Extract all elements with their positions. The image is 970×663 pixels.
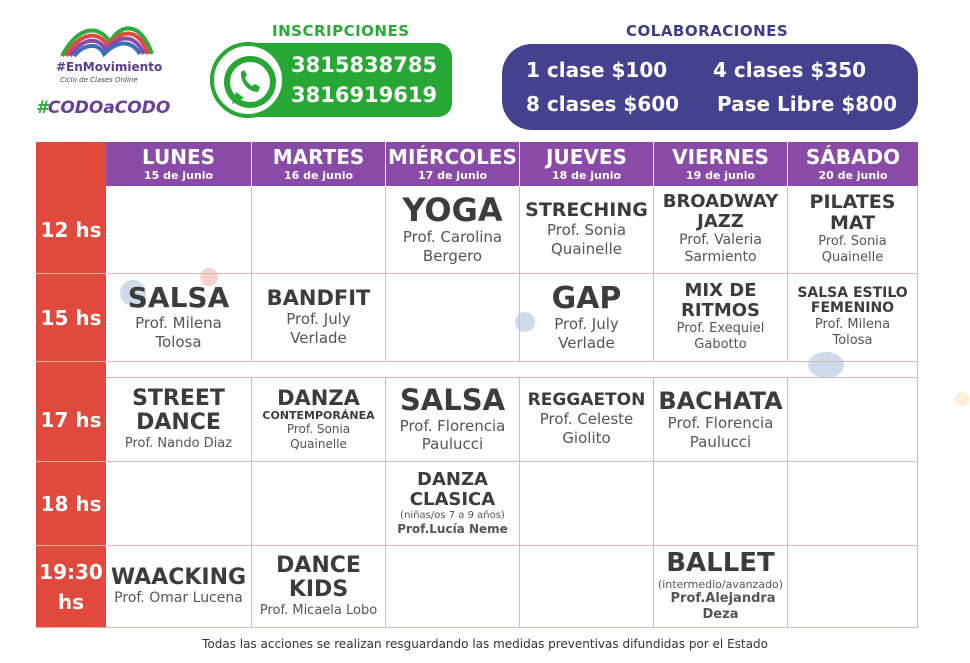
hour-label: 15 hs: [36, 274, 106, 362]
schedule-cell: [252, 274, 386, 362]
class-name: BALLET: [666, 548, 775, 579]
day-name: JUEVES: [546, 145, 627, 169]
class-name: BACHATA: [658, 386, 783, 415]
day-header-sabado: [788, 142, 918, 186]
hour-spacer: [36, 362, 106, 378]
class-professor: Prof. Florencia Paulucci: [667, 413, 774, 451]
class-professor: Prof. Milena Tolosa: [135, 314, 222, 351]
schedule-cell: [520, 274, 654, 362]
schedule-cell-empty: [788, 378, 918, 462]
hour-label: 19:30 hs: [36, 546, 106, 628]
schedule-cell: [386, 378, 520, 462]
class-professor: Prof. Carolina Bergero: [402, 228, 503, 266]
schedule-cell: [106, 378, 252, 462]
schedule-cell: [654, 378, 788, 462]
class-name: STRECHING: [525, 199, 648, 222]
background-dot: [955, 392, 969, 406]
class-professor: Prof.Alejandra Deza: [670, 591, 776, 623]
class-name: MIX DE RITMOS: [680, 280, 760, 322]
schedule-cell: [252, 546, 386, 628]
class-name: BANDFIT: [266, 286, 371, 311]
schedule-cell-empty: [520, 546, 654, 628]
day-name: LUNES: [141, 145, 216, 169]
class-name: DANZA: [277, 385, 360, 410]
schedule-cell: [386, 462, 520, 546]
codo-a-codo-logo: [36, 98, 170, 118]
class-name: SALSA ESTILO FEMENINO: [797, 284, 908, 317]
price-item: 8 clases $600: [526, 92, 680, 116]
logo-subtitle: Ciclo de Clases Online: [60, 76, 138, 84]
phone-number[interactable]: 3816919619: [291, 83, 438, 107]
schedule-cell: [386, 186, 520, 274]
class-name: DANCE KIDS: [276, 553, 361, 603]
class-professor: Prof. Valeria Sarmiento: [679, 231, 762, 266]
schedule-cell-empty: [520, 462, 654, 546]
class-name-line2: CONTEMPORÁNEA: [262, 409, 375, 422]
hour-label: 17 hs: [36, 378, 106, 462]
day-date: 20 de junio: [818, 169, 888, 182]
class-professor: Prof.Lucía Neme: [397, 521, 508, 536]
table-corner: [36, 142, 106, 186]
price-item: 4 clases $350: [713, 58, 867, 82]
schedule-cell: [654, 186, 788, 274]
schedule-cell: [788, 186, 918, 274]
schedule-table: [36, 142, 918, 628]
schedule-cell-empty: [654, 462, 788, 546]
codo-text: CODOaCODO: [47, 98, 171, 118]
class-name: SALSA: [127, 281, 230, 315]
schedule-cell: [654, 546, 788, 628]
schedule-cell-empty: [386, 546, 520, 628]
class-name: GAP: [551, 281, 622, 317]
day-header-martes: [252, 142, 386, 186]
whatsapp-icon: [210, 42, 286, 118]
phone-number[interactable]: 3815838785: [291, 53, 438, 77]
class-name: DANZA CLASICA: [409, 469, 496, 510]
class-name: WAACKING: [110, 564, 247, 590]
class-professor: Prof. Nando Diaz: [124, 435, 233, 451]
class-professor: Prof. Celeste Giolito: [539, 410, 634, 447]
schedule-cell: [106, 274, 252, 362]
class-name: BROADWAY JAZZ: [662, 191, 779, 232]
class-professor: Prof. Sonia Quainelle: [286, 422, 351, 452]
day-header-jueves: [520, 142, 654, 186]
schedule-cell-empty: [252, 186, 386, 274]
inscripciones-title: INSCRIPCIONES: [272, 22, 410, 40]
class-name: SALSA: [399, 382, 506, 417]
class-professor: Prof. July Verlade: [554, 315, 619, 352]
schedule-cell: [654, 274, 788, 362]
en-movimiento-logo: [36, 18, 176, 128]
schedule-cell-empty: [252, 462, 386, 546]
class-professor: Prof. Sonia Quainelle: [546, 221, 627, 258]
schedule-cell: [252, 378, 386, 462]
day-date: 19 de junio: [685, 169, 756, 182]
day-name: VIERNES: [672, 145, 769, 169]
class-note: (intermedio/avanzado): [657, 577, 784, 591]
price-item: Pase Libre $800: [717, 92, 898, 116]
class-note: (niñas/os 7 a 9 años): [400, 509, 505, 521]
schedule-cell-empty: [106, 462, 252, 546]
class-professor: Prof. Sonia Quainelle: [818, 234, 887, 266]
schedule-cell-empty: [788, 546, 918, 628]
schedule-cell-empty: [788, 462, 918, 546]
class-name: YOGA: [402, 191, 503, 230]
class-name: PILATES MAT: [809, 191, 896, 235]
class-professor: Prof. Micaela Lobo: [259, 602, 378, 618]
day-date: 18 de junio: [551, 169, 622, 182]
price-item: 1 clase $100: [526, 58, 668, 82]
logo-brand: #EnMovimiento: [56, 60, 163, 74]
footer-note: Todas las acciones se realizan resguardando las medidas preventivas difundidas por el Estado: [202, 637, 768, 651]
hour-label: 12 hs: [36, 186, 106, 274]
schedule-cell: [520, 186, 654, 274]
class-professor: Prof. Exequiel Gabotto: [676, 321, 765, 353]
day-header-miercoles: [386, 142, 520, 186]
day-header-lunes: [106, 142, 252, 186]
day-date: 16 de junio: [283, 169, 354, 182]
day-date: 17 de junio: [417, 169, 488, 182]
class-name: REGGAETON: [527, 390, 646, 411]
colaboraciones-title: COLABORACIONES: [626, 22, 789, 40]
row-spacer: [106, 362, 918, 378]
class-professor: Prof. Florencia Paulucci: [399, 416, 506, 454]
day-header-viernes: [654, 142, 788, 186]
colaboraciones-box: [502, 44, 918, 130]
codo-hash: #: [36, 98, 48, 118]
schedule-cell: [106, 546, 252, 628]
day-name: MARTES: [272, 145, 365, 169]
schedule-cell-empty: [106, 186, 252, 274]
waves-logo-icon: [58, 18, 156, 58]
schedule-cell: [520, 378, 654, 462]
class-professor: Prof. July Verlade: [286, 310, 351, 348]
day-name: MIÉRCOLES: [388, 145, 517, 169]
schedule-cell-empty: [386, 274, 520, 362]
class-professor: Prof. Omar Lucena: [114, 589, 243, 606]
hour-label: 18 hs: [36, 462, 106, 546]
class-name: STREET DANCE: [132, 386, 225, 436]
schedule-cell: [788, 274, 918, 362]
day-date: 15 de junio: [143, 169, 214, 182]
class-professor: Prof. Milena Tolosa: [814, 316, 891, 348]
day-name: SÁBADO: [805, 145, 901, 169]
